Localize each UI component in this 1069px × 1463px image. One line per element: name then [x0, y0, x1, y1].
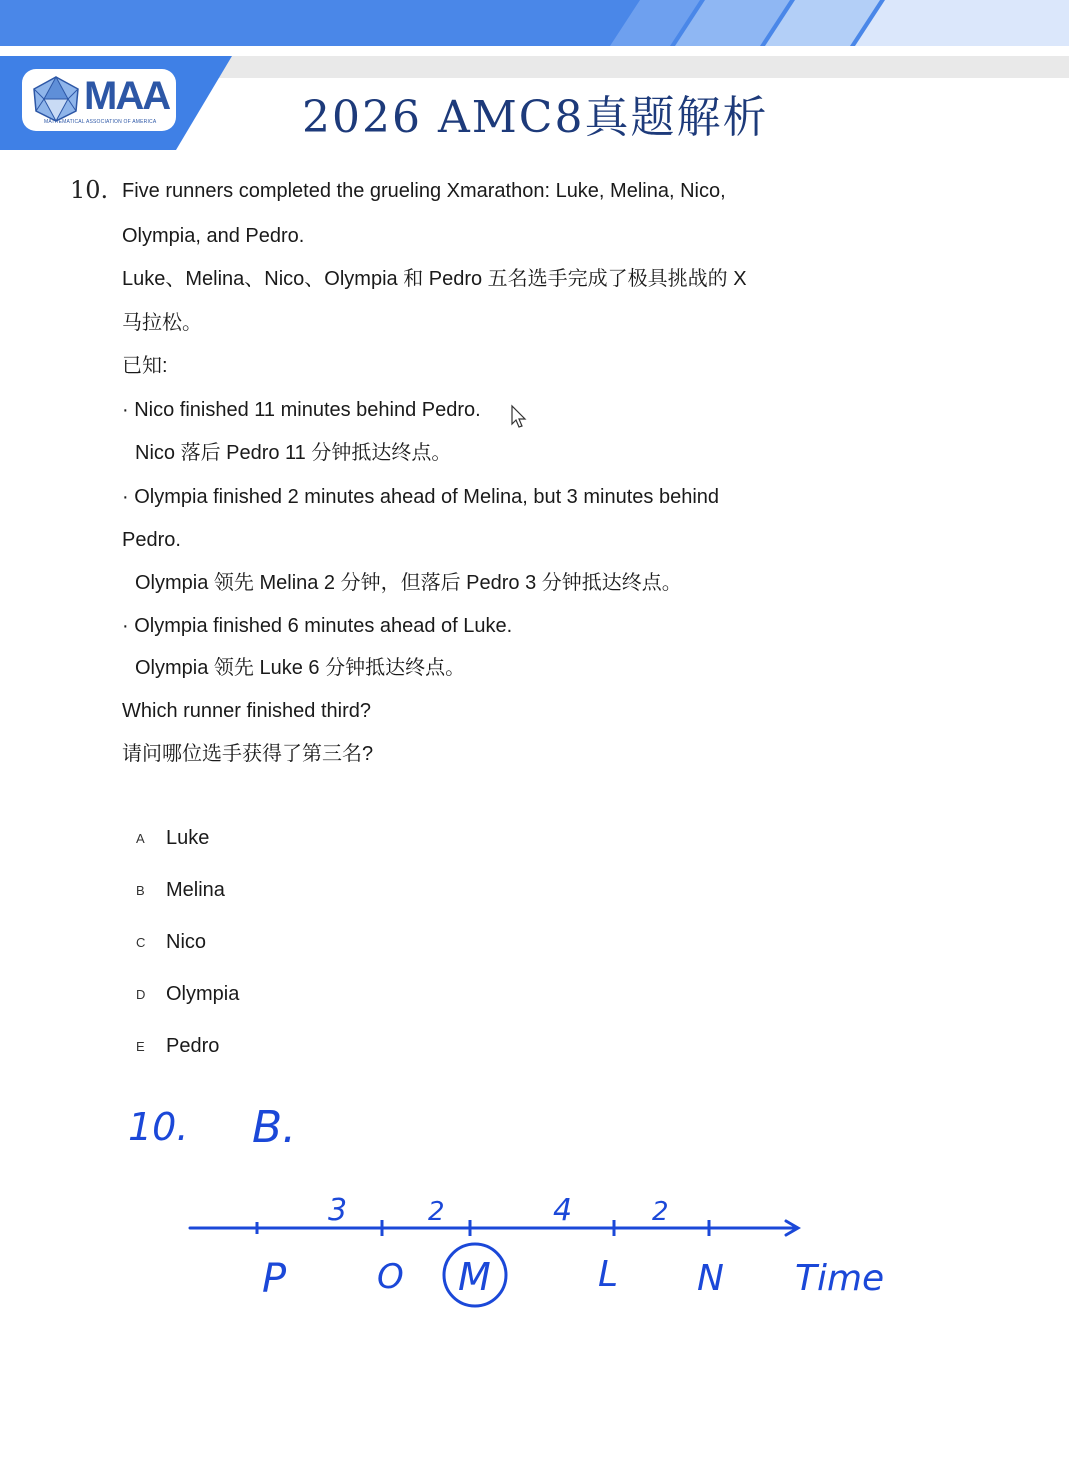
gap-label-4: 2 — [652, 1197, 669, 1227]
gap-label-1: 3 — [328, 1193, 348, 1228]
option-text: Nico — [166, 931, 207, 953]
option-letter: A — [136, 831, 145, 846]
hw-answer-number: 10. — [128, 1105, 189, 1149]
option-text: Luke — [166, 827, 210, 849]
condition-2-zh: Olympia 领先 Melina 2 分钟，但落后 Pedro 3 分钟抵达终点。 — [135, 572, 682, 594]
gap-label-3: 4 — [553, 1193, 573, 1228]
option-text: Pedro — [166, 1035, 220, 1057]
runner-label-m: M — [458, 1255, 491, 1299]
handwritten-solution — [0, 1080, 1069, 1340]
question-line-en-1: Five runners completed the grueling Xmarathon: Luke, Melina, Nico, — [122, 180, 726, 202]
option-letter: E — [136, 1039, 145, 1054]
option-text: Melina — [166, 879, 225, 901]
condition-1-zh: Nico 落后 Pedro 11 分钟抵达终点。 — [135, 442, 452, 464]
condition-2-en-cont: Pedro. — [122, 529, 181, 551]
question-line-en-2: Olympia, and Pedro. — [122, 225, 305, 247]
mouse-cursor-icon — [510, 404, 528, 430]
question-line-zh-2: 马拉松。 — [122, 312, 202, 334]
logo-wordmark: MAA — [84, 74, 170, 118]
page-title: 2026 AMC8真题解析 — [302, 92, 769, 143]
question-prompt-zh: 请问哪位选手获得了第三名? — [122, 743, 374, 765]
gap-label-2: 2 — [428, 1197, 445, 1227]
icosahedron-icon — [30, 75, 82, 123]
logo-subtext: MATHEMATICAL ASSOCIATION OF AMERICA — [44, 119, 157, 125]
runner-label-p: P — [262, 1256, 287, 1302]
option-text: Olympia — [166, 983, 240, 1005]
condition-3-en: · Olympia finished 6 minutes ahead of Luke. — [122, 615, 513, 637]
runner-label-n: N — [697, 1258, 724, 1299]
question-line-zh-1: Luke、Melina、Nico、Olympia 和 Pedro 五名选手完成了极具挑战的 X — [122, 268, 747, 290]
question-number: 10. — [70, 176, 109, 204]
condition-1-en: · Nico finished 11 minutes behind Pedro. — [122, 399, 481, 421]
hw-answer-letter: B. — [252, 1102, 297, 1153]
runner-label-o: O — [377, 1257, 404, 1297]
option-letter: D — [136, 987, 146, 1002]
maa-logo — [22, 69, 176, 131]
condition-3-zh: Olympia 领先 Luke 6 分钟抵达终点。 — [135, 657, 466, 679]
runner-label-l: L — [598, 1254, 619, 1295]
condition-2-en: · Olympia finished 2 minutes ahead of Melina, but 3 minutes behind — [122, 486, 720, 508]
option-letter: C — [136, 935, 146, 950]
question-prompt-en: Which runner finished third? — [122, 700, 372, 722]
axis-label-time: Time — [795, 1258, 885, 1299]
top-banner — [0, 0, 1069, 46]
given-label: 已知: — [122, 355, 168, 377]
option-letter: B — [136, 883, 145, 898]
